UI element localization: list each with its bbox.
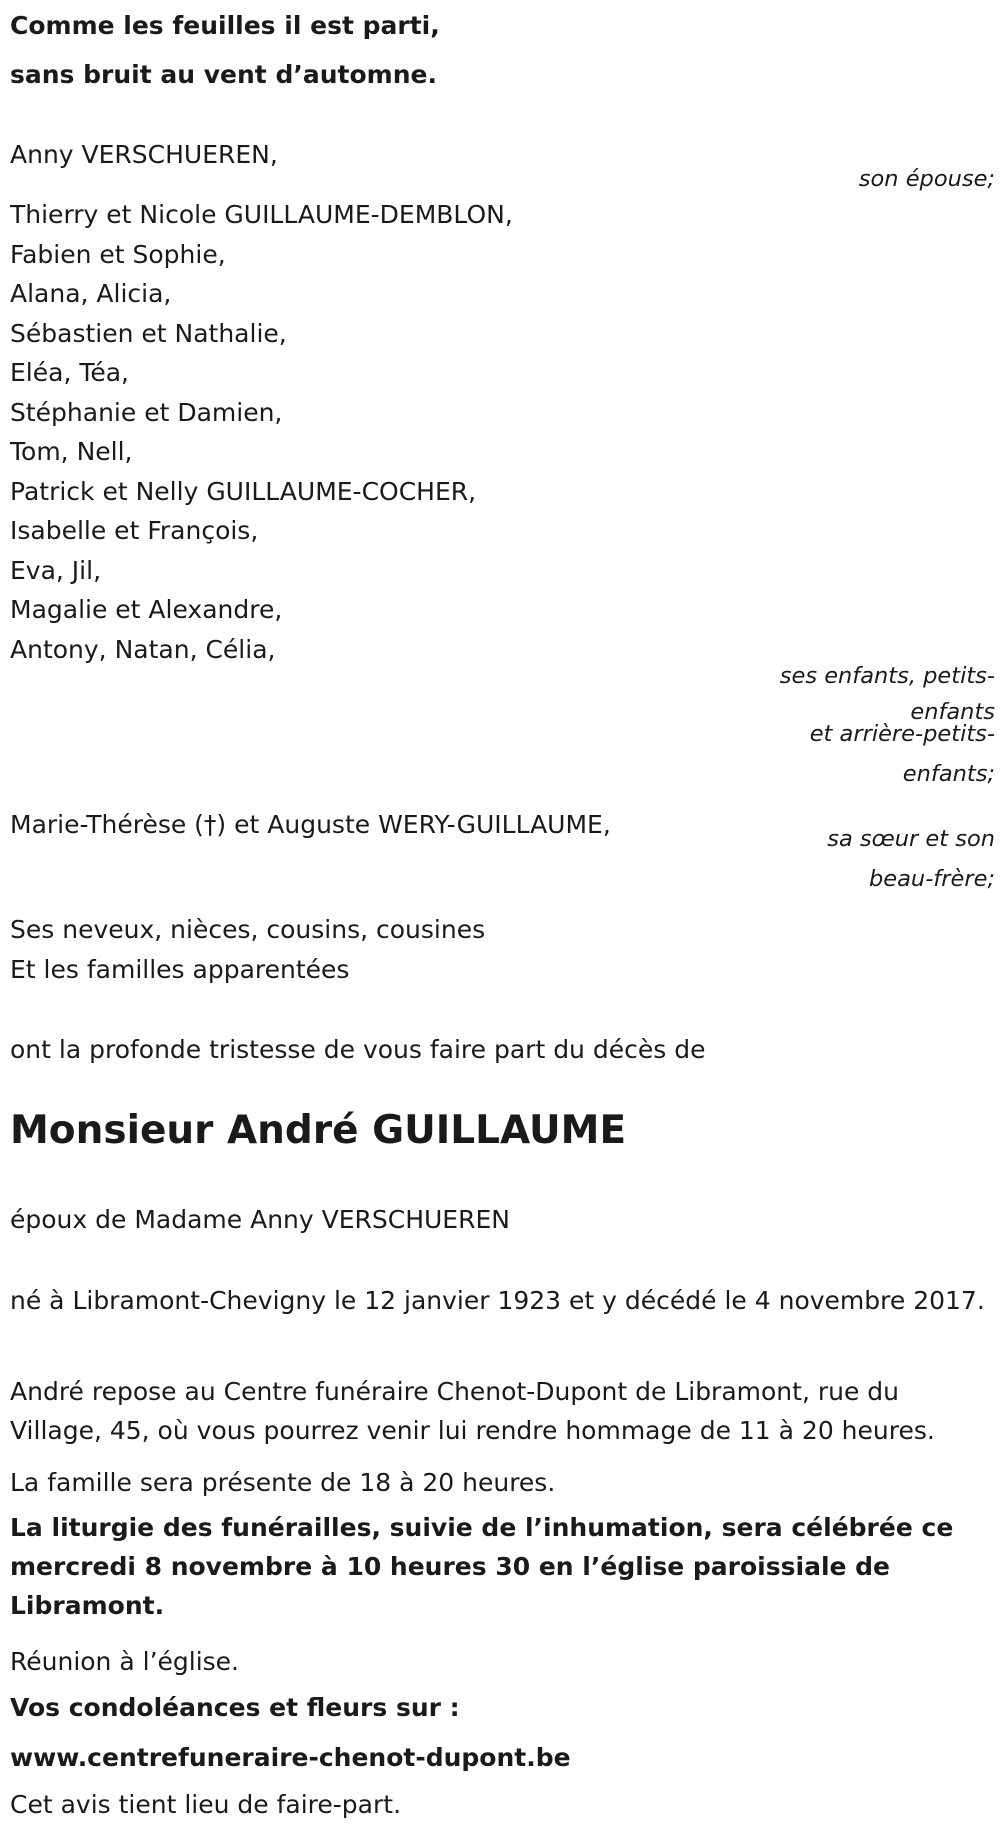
sibling-name: Marie-Thérèse (†) et Auguste WERY-GUILLAUME, [10,810,611,839]
rest-place: André repose au Centre funéraire Chenot-Dupont de Libramont, rue du Village, 45, où vous pourrez venir lui rendre hommage de 11 à 20 heures. [10,1377,935,1445]
children-role-line: et arrière-petits- [809,721,995,747]
spouse-name: Anny VERSCHUEREN, [10,140,278,169]
sibling-role-line: beau-frère; [869,866,995,892]
child-line: Tom, Nell, [10,437,133,466]
child-line: Alana, Alicia, [10,279,172,308]
sibling-role-line: sa sœur et son [827,826,995,852]
epigraph-line-1: Comme les feuilles il est parti, [10,11,440,40]
child-line: Patrick et Nelly GUILLAUME-COCHER, [10,477,477,506]
relatives-line: Et les familles apparentées [10,955,350,984]
child-line: Eva, Jil, [10,556,102,585]
child-line: Thierry et Nicole GUILLAUME-DEMBLON, [10,200,513,229]
closing: Cet avis tient lieu de faire-part. [10,1790,402,1819]
website-link[interactable]: www.centrefuneraire-chenot-dupont.be [10,1743,571,1772]
epigraph-line-2: sans bruit au vent d’automne. [10,60,437,89]
spouse-note: époux de Madame Anny VERSCHUEREN [10,1205,510,1234]
child-line: Isabelle et François, [10,516,259,545]
child-line: Stéphanie et Damien, [10,398,283,427]
child-line: Fabien et Sophie, [10,240,226,269]
child-line: Magalie et Alexandre, [10,595,283,624]
children-role-line: ses enfants, petits- [779,663,995,689]
child-line: Antony, Natan, Célia, [10,635,276,664]
relatives-line: Ses neveux, nièces, cousins, cousines [10,915,486,944]
children-role-line: enfants; [902,761,995,787]
birth-death: né à Libramont-Chevigny le 12 janvier 1923 et y décédé le 4 novembre 2017. [10,1286,985,1315]
child-line: Eléa, Téa, [10,358,130,387]
meeting: Réunion à l’église. [10,1647,240,1676]
family-presence: La famille sera présente de 18 à 20 heures. [10,1468,556,1497]
funeral-details: La liturgie des funérailles, suivie de l’inhumation, sera célébrée ce mercredi 8 novembre à 10 heures 30 en l’église paroissiale de Libramont. [10,1513,954,1620]
child-line: Sébastien et Nathalie, [10,319,287,348]
condolences-label: Vos condoléances et fleurs sur : [10,1693,460,1722]
announcement: ont la profonde tristesse de vous faire part du décès de [10,1035,706,1064]
deceased-name: Monsieur André GUILLAUME [10,1108,627,1153]
spouse-role: son épouse; [858,166,995,192]
children-role-line: enfants [910,699,995,725]
